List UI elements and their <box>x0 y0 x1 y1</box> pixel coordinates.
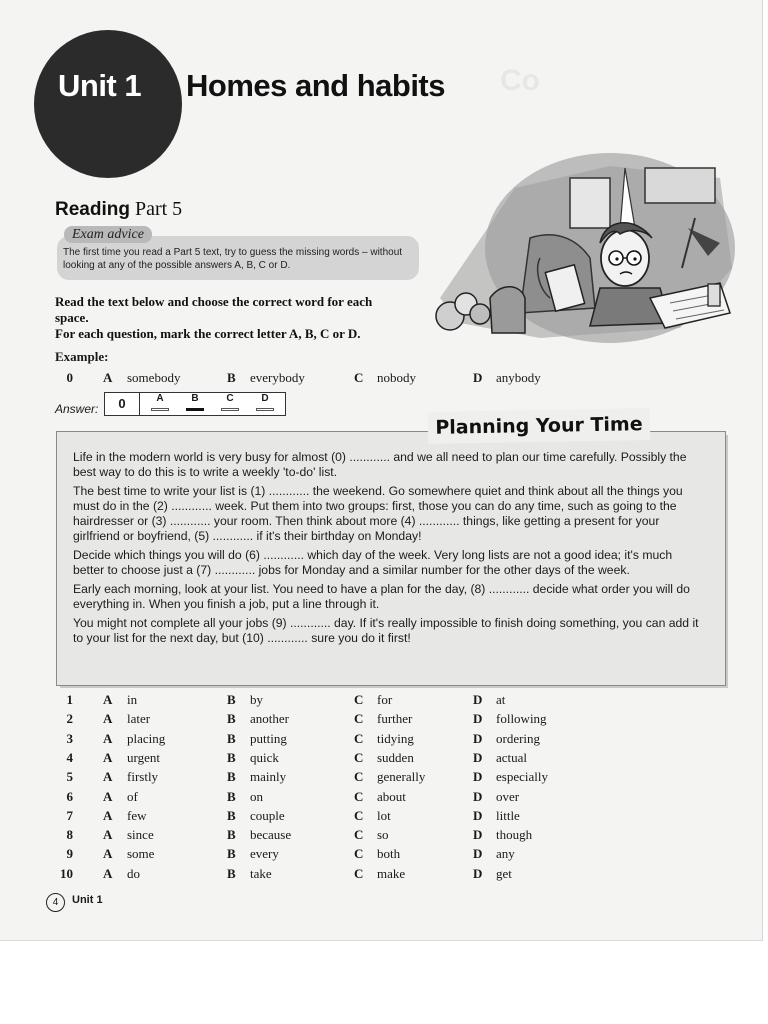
option-letter: B <box>227 711 236 727</box>
question-number: 7 <box>66 807 73 823</box>
option-word: sudden <box>377 749 414 765</box>
option-word: get <box>496 865 512 881</box>
option-letter: D <box>473 807 483 823</box>
option-letter: D <box>473 711 483 727</box>
option-word: every <box>250 846 279 862</box>
answer-grid-letter: B <box>191 393 199 404</box>
reading-text-title: Planning Your Time <box>428 408 651 444</box>
option-word: mainly <box>250 769 287 785</box>
task-instructions <box>55 294 405 342</box>
show-through-text: Co <box>500 64 540 97</box>
option-word: urgent <box>127 749 160 765</box>
option-word: especially <box>496 769 548 785</box>
question-number: 1 <box>66 692 73 707</box>
option-word: nobody <box>377 370 416 385</box>
option-letter: C <box>354 788 364 804</box>
footer-unit-label: Unit 1 <box>72 894 103 906</box>
option-word: tidying <box>377 730 414 746</box>
question-row <box>55 825 615 844</box>
option-word: firstly <box>127 769 159 785</box>
section-heading-bold: Reading <box>55 199 130 220</box>
question-number: 9 <box>66 846 73 862</box>
exam-advice-label: Exam advice <box>64 226 152 243</box>
option-letter: C <box>354 807 364 823</box>
passage-paragraph: You might not complete all your jobs (9) ............ day. If it's really impossible to finish doing something, you can add it to your list for the next day, but (10) ............ sure you do it first! <box>73 616 699 645</box>
question-row <box>55 690 615 709</box>
unit-badge <box>34 30 182 178</box>
answer-grid-letter: D <box>261 393 269 404</box>
option-letter: D <box>473 730 483 746</box>
option-letter: C <box>354 749 364 765</box>
option-word: anybody <box>496 370 541 385</box>
option-word: over <box>496 788 520 804</box>
option-letter: A <box>103 370 113 385</box>
option-word: at <box>496 692 506 707</box>
option-letter: B <box>227 370 236 385</box>
question-number: 8 <box>66 827 73 843</box>
option-word: for <box>377 692 393 707</box>
answer-grid-letter: C <box>226 393 234 404</box>
option-word: in <box>127 692 138 707</box>
question-number: 4 <box>66 749 73 765</box>
option-letter: B <box>227 865 236 881</box>
option-word: any <box>496 846 515 862</box>
question-row <box>55 806 615 825</box>
option-letter: C <box>354 865 364 881</box>
option-letter: A <box>103 692 113 707</box>
question-number: 10 <box>60 865 73 881</box>
answer-mark-box[interactable] <box>151 408 169 411</box>
question-row <box>55 709 615 728</box>
question-row <box>55 864 615 883</box>
option-word: both <box>377 846 401 862</box>
option-letter: D <box>473 827 483 843</box>
option-word: couple <box>250 807 285 823</box>
section-heading <box>55 198 182 221</box>
example-number: 0 <box>66 370 73 385</box>
option-word: make <box>377 865 406 881</box>
option-word: putting <box>250 730 287 746</box>
option-word: few <box>127 807 147 823</box>
option-letter: B <box>227 846 236 862</box>
option-letter: C <box>354 370 364 385</box>
option-letter: C <box>354 846 364 862</box>
option-word: later <box>127 711 151 727</box>
student-studying-illustration <box>420 148 740 358</box>
option-letter: B <box>227 769 236 785</box>
option-word: by <box>250 692 263 707</box>
option-letter: A <box>103 749 113 765</box>
option-letter: A <box>103 846 113 862</box>
option-word: generally <box>377 769 426 785</box>
option-letter: B <box>227 730 236 746</box>
reading-passage <box>73 450 703 650</box>
option-letter: D <box>473 788 483 804</box>
option-letter: D <box>473 769 483 785</box>
option-letter: A <box>103 827 113 843</box>
option-word: ordering <box>496 730 541 746</box>
passage-paragraph: Early each morning, look at your list. You need to have a plan for the day, (8) ............ decide what order you will do everything in. When you finish a job, put a line through it. <box>73 582 690 611</box>
option-word: take <box>250 865 272 881</box>
example-options-row <box>55 368 615 387</box>
passage-paragraph: The best time to write your list is (1) ............ the weekend. Go somewhere quiet and think about all the things you must do in the (2) ............ week. Put them into two groups: first, those you can do any time, such as going to the hairdresser or (3) ............ your room. Then think about more (4) ............ things, like getting a present for your girlfriend or boyfriend, (5) ............ if it's their birthday on Monday! <box>73 484 683 543</box>
option-letter: C <box>354 827 364 843</box>
option-word: so <box>377 827 389 843</box>
answer-mark-box[interactable] <box>221 408 239 411</box>
option-letter: A <box>103 807 113 823</box>
unit-title: Homes and habits <box>186 68 445 103</box>
section-heading-part: Part 5 <box>134 198 183 220</box>
answer-mark-box-selected[interactable] <box>186 408 204 411</box>
instruction-line: For each question, mark the correct letter A, B, C or D. <box>55 326 361 341</box>
question-number: 2 <box>66 711 73 727</box>
passage-paragraph: Life in the modern world is very busy for almost (0) ............ and we all need to plan our time carefully. Possibly the best way to do this is to write a weekly 'to-do' list. <box>73 450 687 479</box>
question-row <box>55 729 615 748</box>
option-word: following <box>496 711 547 727</box>
answer-label: Answer: <box>55 402 99 416</box>
option-word: little <box>496 807 520 823</box>
page-number: 4 <box>46 893 65 912</box>
option-letter: C <box>354 730 364 746</box>
question-row <box>55 787 615 806</box>
option-word: actual <box>496 749 528 765</box>
option-word: since <box>127 827 154 843</box>
option-word: about <box>377 788 406 804</box>
option-word: placing <box>127 730 166 746</box>
option-letter: D <box>473 865 483 881</box>
option-letter: B <box>227 807 236 823</box>
option-word: further <box>377 711 413 727</box>
option-letter: B <box>227 749 236 765</box>
question-number: 6 <box>66 788 73 804</box>
option-letter: A <box>103 730 113 746</box>
option-letter: B <box>227 692 236 707</box>
option-letter: D <box>473 846 483 862</box>
question-row <box>55 844 615 863</box>
instruction-line: Read the text below and choose the correct word for each space. <box>55 294 373 325</box>
option-word: everybody <box>250 370 305 385</box>
option-word: on <box>250 788 263 804</box>
option-word: another <box>250 711 289 727</box>
option-letter: A <box>103 788 113 804</box>
option-letter: D <box>473 692 483 707</box>
option-word: though <box>496 827 533 843</box>
exam-advice-text: The first time you read a Part 5 text, try to guess the missing words – without looking at any of the possible answers A, B, C or D. <box>63 247 403 271</box>
answer-grid <box>104 392 286 416</box>
option-word: somebody <box>127 370 181 385</box>
option-word: do <box>127 865 140 881</box>
answer-grid-letter: A <box>156 393 164 404</box>
question-row <box>55 767 615 786</box>
example-label: Example: <box>55 349 109 364</box>
option-letter: D <box>473 749 483 765</box>
option-word: some <box>127 846 155 862</box>
option-letter: C <box>354 769 364 785</box>
option-letter: A <box>103 769 113 785</box>
passage-paragraph: Decide which things you will do (6) ............ which day of the week. Very long lists are not a good idea; it's much better to choose just a (7) ............ jobs for Monday and a similar number for the other days of the week. <box>73 548 673 577</box>
option-letter: C <box>354 711 364 727</box>
question-row <box>55 748 615 767</box>
option-word: lot <box>377 807 391 823</box>
question-number: 5 <box>66 769 73 785</box>
answer-mark-box[interactable] <box>256 408 274 411</box>
unit-label: Unit 1 <box>58 68 142 103</box>
question-number: 3 <box>66 730 73 746</box>
answer-grid-number: 0 <box>105 393 140 415</box>
option-letter: B <box>227 788 236 804</box>
option-letter: B <box>227 827 236 843</box>
option-letter: A <box>103 865 113 881</box>
option-letter: D <box>473 370 483 385</box>
option-word: of <box>127 788 138 804</box>
option-word: because <box>250 827 292 843</box>
option-word: quick <box>250 749 279 765</box>
option-letter: A <box>103 711 113 727</box>
option-letter: C <box>354 692 364 707</box>
